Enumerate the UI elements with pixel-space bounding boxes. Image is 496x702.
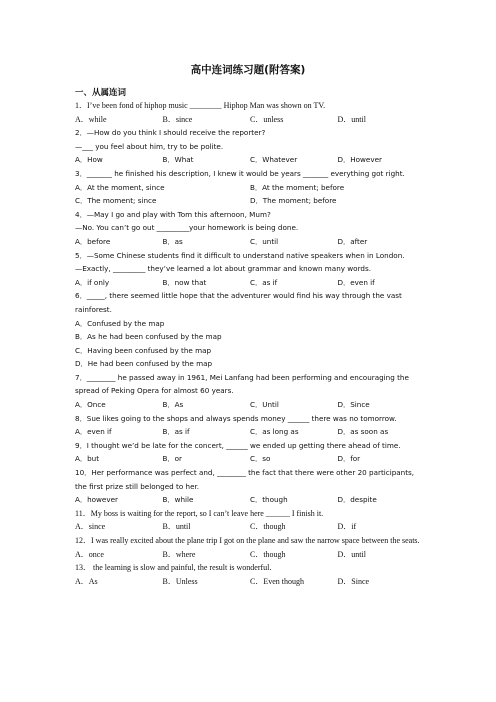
- option: D．as soon as: [337, 427, 389, 437]
- option: A．Confused by the map: [75, 318, 165, 328]
- option: A．As: [75, 576, 98, 586]
- option: A．since: [75, 522, 106, 532]
- option: B．As he had been confused by the map: [75, 332, 222, 342]
- option: B．while: [162, 495, 194, 505]
- question-1-options: [75, 113, 425, 127]
- option: C．though: [250, 495, 288, 505]
- option: B．or: [162, 454, 182, 464]
- option: C．Even though: [250, 576, 304, 586]
- question-list: [75, 99, 425, 588]
- option: C．until: [250, 236, 279, 246]
- question-6-stem: 6．_____, there seemed little hope that the adventurer would find his way through the vast rainforest.: [75, 291, 402, 314]
- question-2-stem: 2．—How do you think I should receive the reporter?: [75, 128, 266, 138]
- option: C．Until: [250, 400, 279, 410]
- question-7-options: [75, 398, 425, 412]
- option: D．He had been confused by the map: [75, 359, 213, 369]
- option: A．once: [75, 549, 104, 559]
- question-11-stem: 11．My boss is waiting for the report, so I can’t leave here ______ I finish it.: [75, 508, 324, 518]
- option: A．however: [75, 495, 118, 505]
- option: B．since: [162, 114, 193, 124]
- option: D．until: [337, 114, 366, 124]
- option: B．where: [162, 549, 196, 559]
- option: C．so: [250, 454, 271, 464]
- option: C．Having been confused by the map: [75, 345, 212, 355]
- question-10-stem: 10．Her performance was perfect and, ________ the fact that there were other 20 participants, the first prize still belonged to her.: [75, 468, 415, 491]
- option: B．as if: [162, 427, 190, 437]
- question-5-options: [75, 276, 425, 290]
- option: C．Whatever: [250, 155, 298, 165]
- question-11-options: [75, 520, 425, 534]
- option: C．as if: [250, 277, 278, 287]
- question-9-stem: 9．I thought we’d be late for the concert, ______ we ended up getting there ahead of time.: [75, 440, 401, 450]
- question-13-options: [75, 575, 425, 589]
- option: C．unless: [250, 114, 284, 124]
- option: B．As: [162, 400, 184, 410]
- option: D．until: [337, 549, 366, 559]
- option: D．The moment; before: [250, 196, 337, 206]
- option: A．while: [75, 114, 107, 124]
- question-1-stem: 1．I’ve been fond of hiphop music ________ Hiphop Man was shown on TV.: [75, 101, 326, 110]
- option: C．though: [250, 549, 286, 559]
- option: A．but: [75, 454, 100, 464]
- question-4-stem: 4．—May I go and play with Tom this afternoon, Mum?: [75, 209, 271, 219]
- option: D．However: [337, 155, 382, 165]
- question-9-options: [75, 452, 425, 466]
- question-12-options: [75, 548, 425, 562]
- option: A．even if: [75, 427, 112, 437]
- option: A．if only: [75, 277, 110, 287]
- question-7-stem: 7．________ he passed away in 1961, Mei Lanfang had been performing and encouraging the spread of Peking Opera for almost 60 years.: [75, 372, 409, 396]
- question-3-options-row-1: [75, 181, 425, 195]
- question-4-options: [75, 235, 425, 249]
- option: D．for: [337, 454, 361, 464]
- option: D．Since: [337, 400, 370, 410]
- question-3-stem: 3．_______ he finished his description, I knew it would be years _______ everything got right.: [75, 168, 405, 178]
- question-3-options-row-2: [75, 194, 425, 208]
- option: A．How: [75, 155, 103, 165]
- option: C．The moment; since: [75, 196, 157, 206]
- option: B．as: [162, 236, 183, 246]
- option: D．even if: [337, 277, 375, 287]
- option: B．until: [162, 522, 191, 532]
- option: D．despite: [337, 495, 377, 505]
- option: B．now that: [162, 277, 207, 287]
- document-title: 高中连词练习题(附答案): [190, 64, 306, 76]
- question-5-stem-reply: —Exactly, _________ they’ve learned a lot about grammar and known many words.: [75, 264, 371, 274]
- question-10-options: [75, 493, 425, 507]
- question-12-stem: 12．I was really excited about the plane trip I got on the plane and saw the narrow space between the seats.: [75, 536, 420, 545]
- question-13-stem: 13． the learning is slow and painful, the result is wonderful.: [75, 563, 272, 573]
- option: C．though: [250, 522, 286, 532]
- question-2-stem-reply: —___ you feel about him, try to be polite.: [75, 141, 224, 151]
- option: D．after: [337, 236, 368, 246]
- option: A．At the moment, since: [75, 182, 165, 192]
- question-4-stem-reply: —No. You can’t go out _________your homework is being done.: [75, 223, 299, 233]
- option: C．as long as: [250, 427, 299, 437]
- option: D．Since: [337, 576, 370, 586]
- question-8-options: [75, 425, 425, 439]
- option: B．Unless: [162, 576, 198, 586]
- option: D．if: [337, 522, 357, 532]
- question-5-stem: 5．—Some Chinese students find it difficult to understand native speakers when in London.: [75, 250, 405, 260]
- question-2-options: [75, 153, 425, 167]
- option: A．Once: [75, 400, 106, 410]
- option: B．What: [162, 155, 194, 165]
- option: B．At the moment; before: [250, 182, 345, 192]
- section-heading: 一、从属连词: [75, 88, 127, 98]
- question-8-stem: 8．Sue likes going to the shops and always spends money ______ there was no tomorrow.: [75, 413, 397, 423]
- option: A．before: [75, 236, 111, 246]
